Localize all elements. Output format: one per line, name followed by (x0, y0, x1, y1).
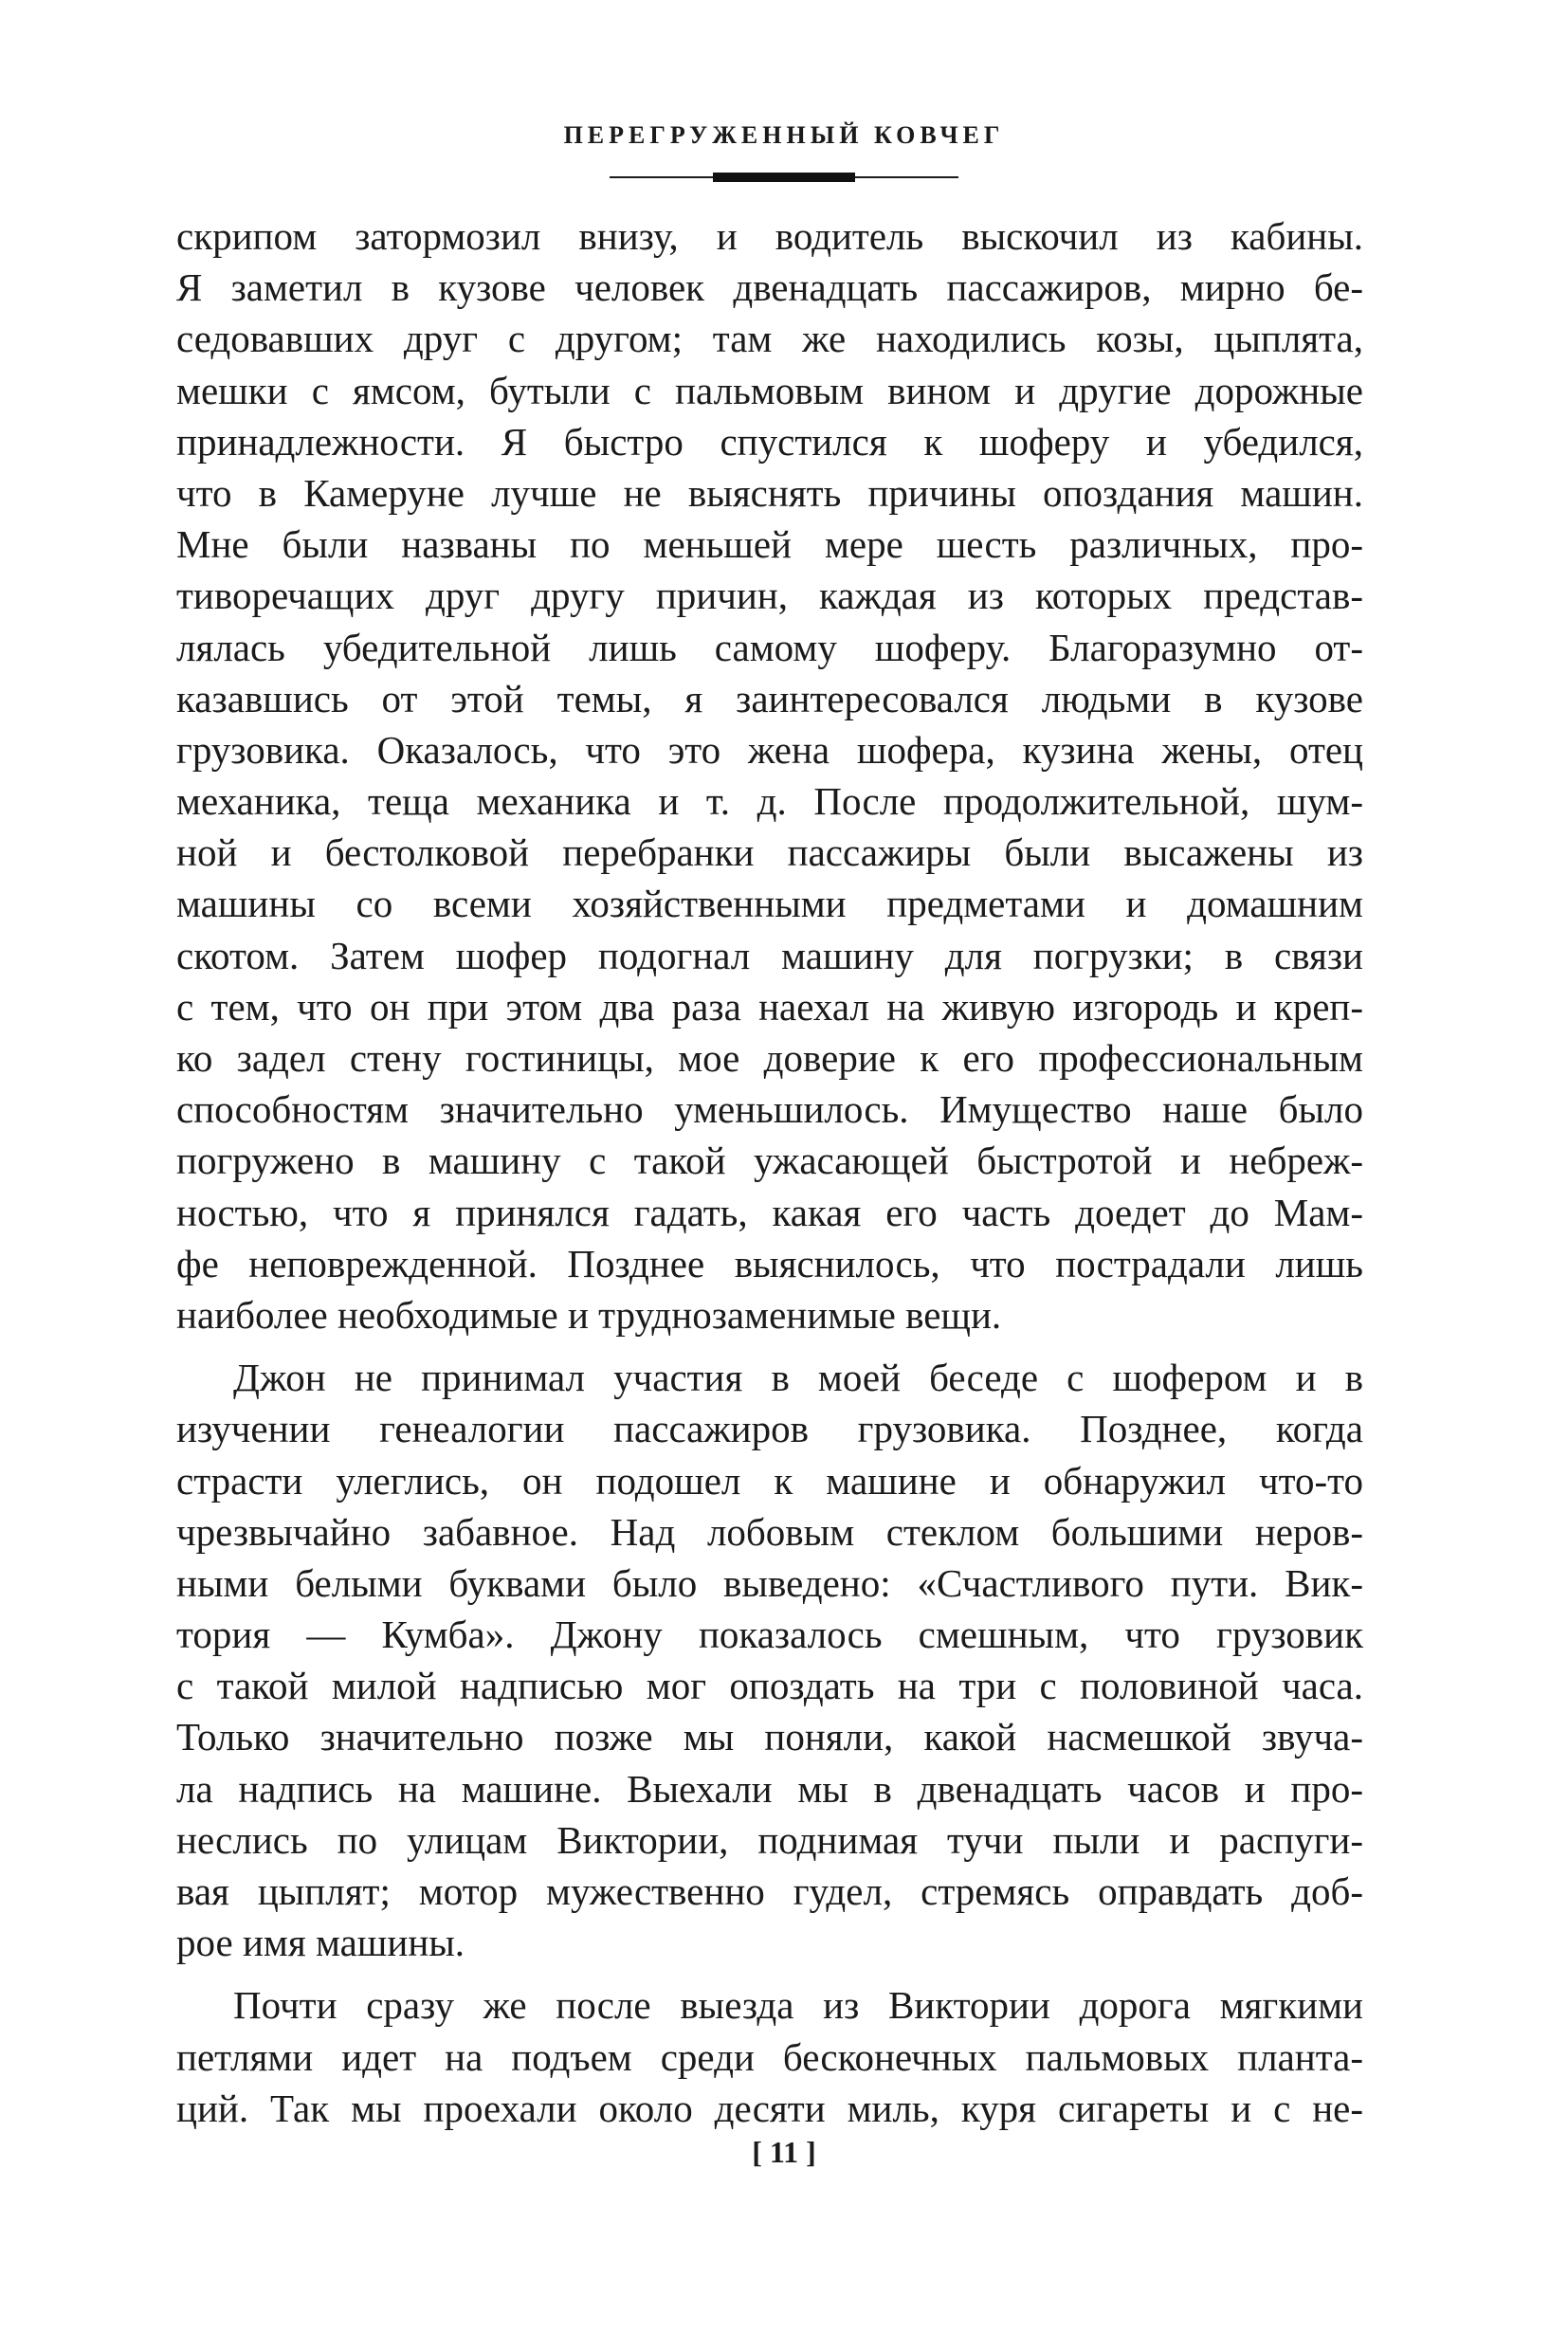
text-line: Я заметил в кузове человек двенадцать пассажиров, мирно бе- (176, 265, 1363, 310)
text-line: с такой милой надписью мог опоздать на три с половиной часа. (176, 1664, 1363, 1708)
text-line: седовавших друг с другом; там же находились козы, цыплята, (176, 317, 1363, 361)
text-line: скрипом затормозил внизу, и водитель выскочил из кабины. (176, 214, 1363, 258)
text-line: казавшись от этой темы, я заинтересовался людьми в кузове (176, 676, 1363, 720)
header-rule-ornament (713, 173, 855, 182)
text-line: тиворечащих друг другу причин, каждая из которых представ- (176, 574, 1363, 618)
text-line: ла надпись на машине. Выехали мы в двенадцать часов и про- (176, 1766, 1363, 1811)
text-line: ными белыми буквами было выведено: «Счастливого пути. Вик- (176, 1560, 1363, 1605)
text-line: Только значительно позже мы поняли, какой насмешкой звуча- (176, 1715, 1363, 1759)
paragraph (176, 1352, 1363, 1968)
text-line: тория — Кумба». Джону показалось смешным, что грузовик (176, 1613, 1363, 1657)
text-line: способностям значительно уменьшилось. Имущество наше было (176, 1087, 1363, 1132)
paragraph (176, 210, 1363, 1340)
text-line: Джон не принимал участия в моей беседе с шофером и в (233, 1356, 1363, 1400)
text-line: погружено в машину с такой ужасающей быстротой и небреж- (176, 1139, 1363, 1183)
text-line: лялась убедительной лишь самому шоферу. Благоразумно от- (176, 625, 1363, 669)
text-line: вая цыплят; мотор мужественно гудел, стремясь оправдать доб- (176, 1869, 1363, 1913)
text-line: ко задел стену гостиницы, мое доверие к его профессиональным (176, 1036, 1363, 1080)
running-head-title: ПЕРЕГРУЖЕННЫЙ КОВЧЕГ (563, 121, 1005, 149)
text-line: мешки с ямсом, бутыли с пальмовым вином и другие дорожные (176, 368, 1363, 412)
text-line: ной и бестолковой перебранки пассажиры были высажены из (176, 830, 1363, 875)
text-line: ций. Так мы проехали около десяти миль, куря сигареты и с не- (176, 2086, 1363, 2130)
text-line: Мне были названы по меньшей мере шесть различных, про- (176, 522, 1363, 567)
text-line: механика, теща механика и т. д. После продолжительной, шум- (176, 779, 1363, 824)
text-line: с тем, что он при этом два раза наехал на живую изгородь и креп- (176, 984, 1363, 1029)
text-line: машины со всеми хозяйственными предметами и домашним (176, 882, 1363, 926)
text-line: скотом. Затем шофер подогнал машину для погрузки; в связи (176, 933, 1363, 977)
text-line: ностью, что я принялся гадать, какая его часть доедет до Мам- (176, 1190, 1363, 1234)
text-line: принадлежности. Я быстро спустился к шоферу и убедился, (176, 419, 1363, 464)
text-line: наиболее необходимые и труднозаменимые вещи. (176, 1292, 1002, 1337)
text-line: неслись по улицам Виктории, поднимая тучи пыли и распуги- (176, 1817, 1363, 1862)
text-line: грузовика. Оказалось, что это жена шофера, кузина жены, отец (176, 727, 1363, 772)
body-text (176, 210, 1363, 2134)
page-number: [ 11 ] (752, 2135, 816, 2169)
text-line: Почти сразу же после выезда из Виктории дорога мягкими (233, 1983, 1363, 2028)
paragraph-gap (176, 1340, 1363, 1352)
text-line: чрезвычайно забавное. Над лобовым стеклом большими неров- (176, 1509, 1363, 1554)
text-line: страсти улеглись, он подошел к машине и обнаружил что-то (176, 1458, 1363, 1503)
text-line: рое имя машины. (176, 1921, 465, 1965)
paragraph-gap (176, 1968, 1363, 1979)
text-line: что в Камеруне лучше не выяснять причины опоздания машин. (176, 470, 1363, 515)
text-line: фе неповрежденной. Позднее выяснилось, что пострадали лишь (176, 1241, 1363, 1285)
paragraph (176, 1979, 1363, 2134)
text-line: петлями идет на подъем среди бесконечных пальмовых планта- (176, 2034, 1363, 2079)
text-line: изучении генеалогии пассажиров грузовика. Позднее, когда (176, 1407, 1363, 1451)
